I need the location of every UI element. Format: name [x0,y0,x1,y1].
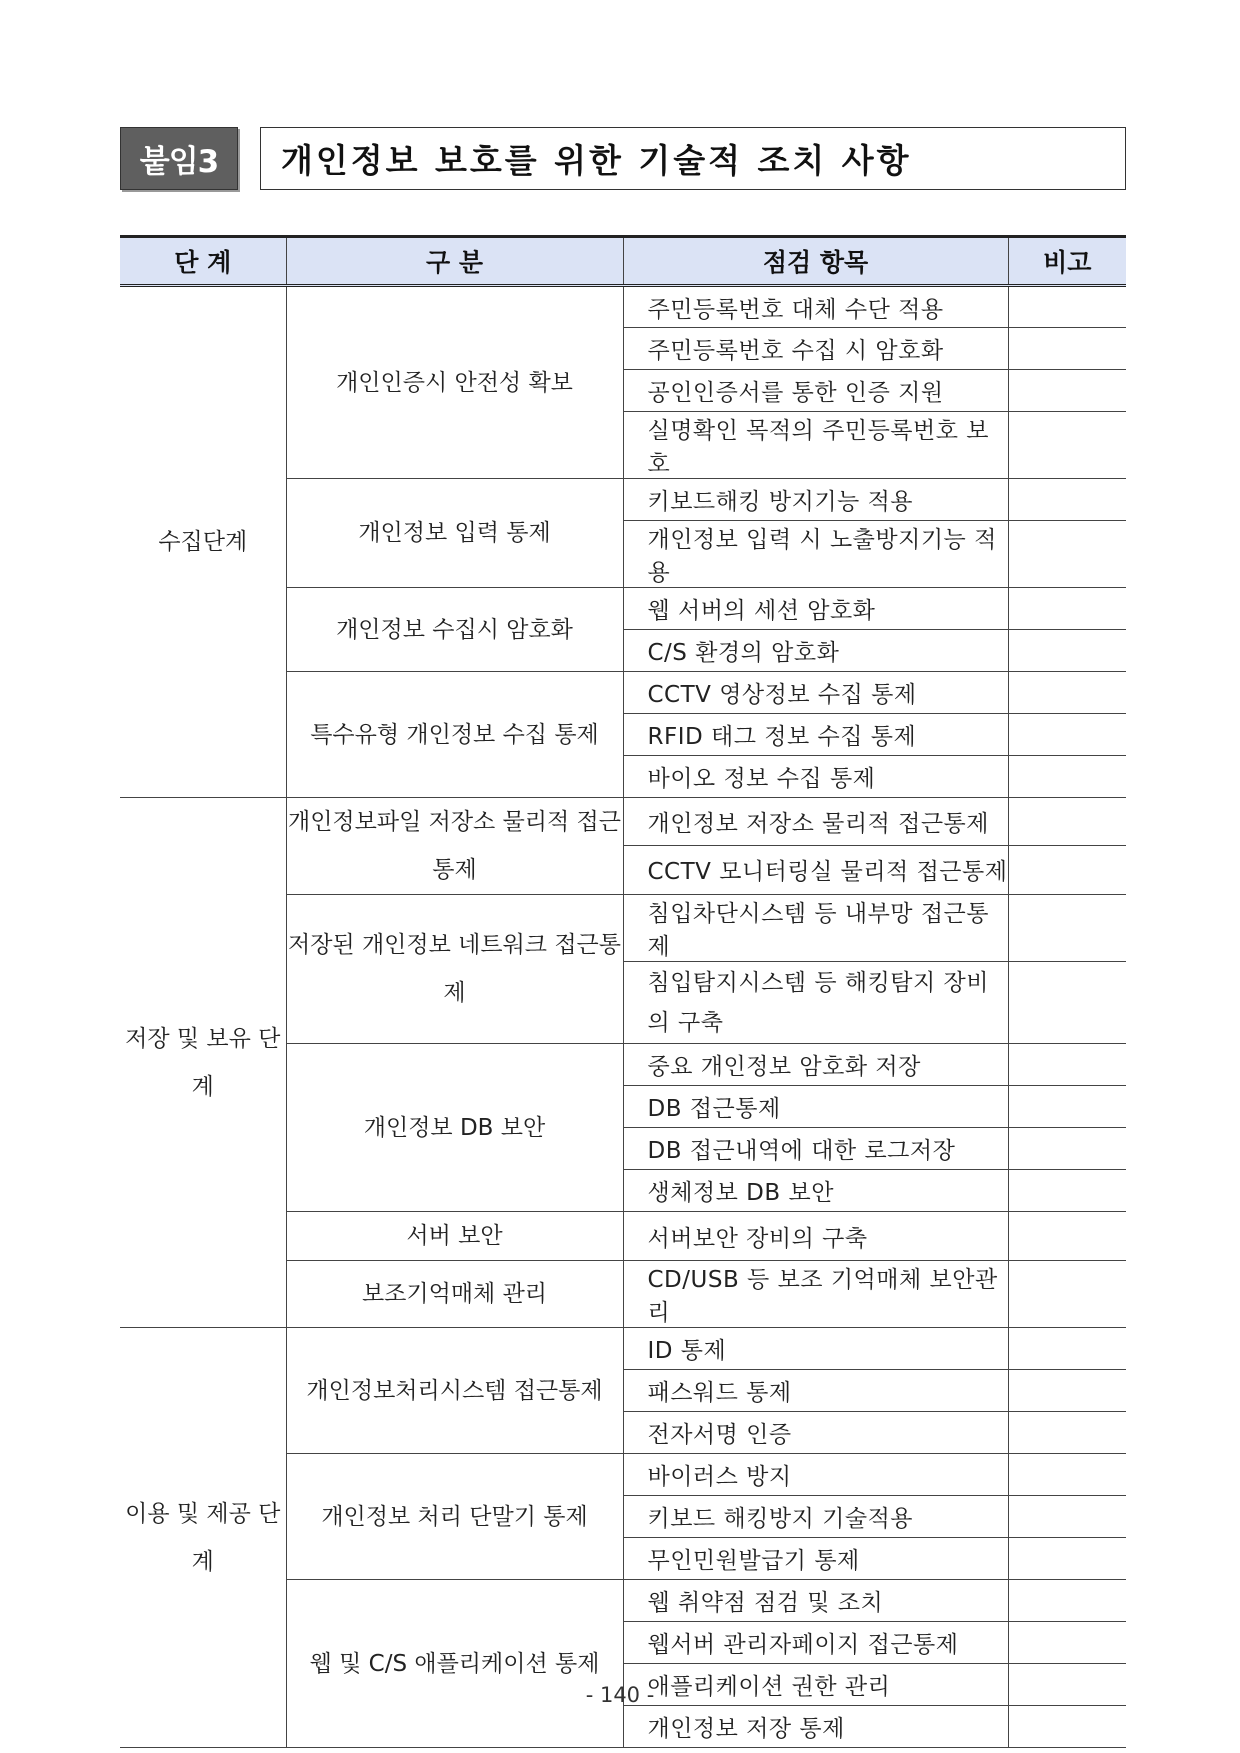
category-cell: 개인정보 수집시 암호화 [286,588,623,672]
check-item: 실명확인 목적의 주민등록번호 보호 [623,412,1008,479]
check-item: 중요 개인정보 암호화 저장 [623,1044,1008,1086]
remarks-cell [1008,798,1126,846]
check-item: 개인정보 저장 통제 [623,1706,1008,1748]
check-item: C/S 환경의 암호화 [623,630,1008,672]
check-item: 침입탐지시스템 등 해킹탐지 장비의 구축 [623,962,1008,1044]
check-item: 바이러스 방지 [623,1454,1008,1496]
check-item: CD/USB 등 보조 기억매체 보안관리 [623,1261,1008,1328]
category-cell: 저장된 개인정보 네트워크 접근통제 [286,895,623,1044]
category-cell: 개인정보파일 저장소 물리적 접근통제 [286,798,623,895]
stage-cell: 저장 및 보유 단계 [120,798,286,1328]
stage-cell: 수집단계 [120,286,286,798]
check-item: 웹서버 관리자페이지 접근통제 [623,1622,1008,1664]
check-item: 개인정보 저장소 물리적 접근통제 [623,798,1008,846]
check-item: 서버보안 장비의 구축 [623,1212,1008,1261]
remarks-cell [1008,756,1126,798]
remarks-cell [1008,845,1126,894]
remarks-cell [1008,1212,1126,1261]
remarks-cell [1008,328,1126,370]
category-cell: 서버 보안 [286,1212,623,1261]
remarks-cell [1008,630,1126,672]
check-item: 바이오 정보 수집 통제 [623,756,1008,798]
remarks-cell [1008,1328,1126,1370]
check-item: 패스워드 통제 [623,1370,1008,1412]
category-cell: 개인정보 처리 단말기 통제 [286,1454,623,1580]
check-item: 웹 서버의 세션 암호화 [623,588,1008,630]
remarks-cell [1008,1044,1126,1086]
check-item: 주민등록번호 수집 시 암호화 [623,328,1008,370]
table-header-row [120,237,1126,286]
remarks-cell [1008,1454,1126,1496]
remarks-cell [1008,1622,1126,1664]
remarks-cell [1008,1086,1126,1128]
check-item: 공인인증서를 통한 인증 지원 [623,370,1008,412]
remarks-cell [1008,1496,1126,1538]
remarks-cell [1008,1370,1126,1412]
remarks-cell [1008,1706,1126,1748]
remarks-cell [1008,286,1126,328]
remarks-cell [1008,521,1126,588]
check-item: CCTV 영상정보 수집 통제 [623,672,1008,714]
remarks-cell [1008,412,1126,479]
remarks-cell [1008,479,1126,521]
check-item: DB 접근내역에 대한 로그저장 [623,1128,1008,1170]
check-item: 주민등록번호 대체 수단 적용 [623,286,1008,328]
check-item: ID 통제 [623,1328,1008,1370]
check-item: RFID 태그 정보 수집 통제 [623,714,1008,756]
category-cell: 웹 및 C/S 애플리케이션 통제 [286,1580,623,1748]
remarks-cell [1008,1170,1126,1212]
column-header-check-item: 점검 항목 [623,237,1008,286]
check-item: 무인민원발급기 통제 [623,1538,1008,1580]
check-item: 웹 취약점 점검 및 조치 [623,1580,1008,1622]
table-row [120,798,1126,846]
remarks-cell [1008,370,1126,412]
column-header-category: 구 분 [286,237,623,286]
remarks-cell [1008,895,1126,962]
check-item: 생체정보 DB 보안 [623,1170,1008,1212]
check-item: 키보드해킹 방지기능 적용 [623,479,1008,521]
category-cell: 특수유형 개인정보 수집 통제 [286,672,623,798]
category-cell: 개인정보 DB 보안 [286,1044,623,1212]
category-cell: 개인정보처리시스템 접근통제 [286,1328,623,1454]
check-item: 키보드 해킹방지 기술적용 [623,1496,1008,1538]
check-item: DB 접근통제 [623,1086,1008,1128]
check-item: 침입차단시스템 등 내부망 접근통제 [623,895,1008,962]
column-header-stage: 단 계 [120,237,286,286]
remarks-cell [1008,1128,1126,1170]
remarks-cell [1008,1538,1126,1580]
remarks-cell [1008,1412,1126,1454]
category-cell: 개인정보 입력 통제 [286,479,623,588]
stage-cell: 이용 및 제공 단계 [120,1328,286,1748]
attachment-badge: 붙임3 [120,127,238,190]
checklist-table [120,235,1126,1748]
table-row [120,286,1126,328]
remarks-cell [1008,962,1126,1044]
check-item: 애플리케이션 권한 관리 [623,1664,1008,1706]
category-cell: 개인인증시 안전성 확보 [286,286,623,479]
remarks-cell [1008,1261,1126,1328]
column-header-remarks: 비고 [1008,237,1126,286]
page-title: 개인정보 보호를 위한 기술적 조치 사항 [260,127,1126,190]
check-item: CCTV 모니터링실 물리적 접근통제 [623,845,1008,894]
check-item: 전자서명 인증 [623,1412,1008,1454]
remarks-cell [1008,1580,1126,1622]
page-number: - 140 - [585,1683,655,1707]
check-item: 개인정보 입력 시 노출방지기능 적용 [623,521,1008,588]
table-row [120,1328,1126,1370]
remarks-cell [1008,714,1126,756]
remarks-cell [1008,588,1126,630]
remarks-cell [1008,672,1126,714]
category-cell: 보조기억매체 관리 [286,1261,623,1328]
